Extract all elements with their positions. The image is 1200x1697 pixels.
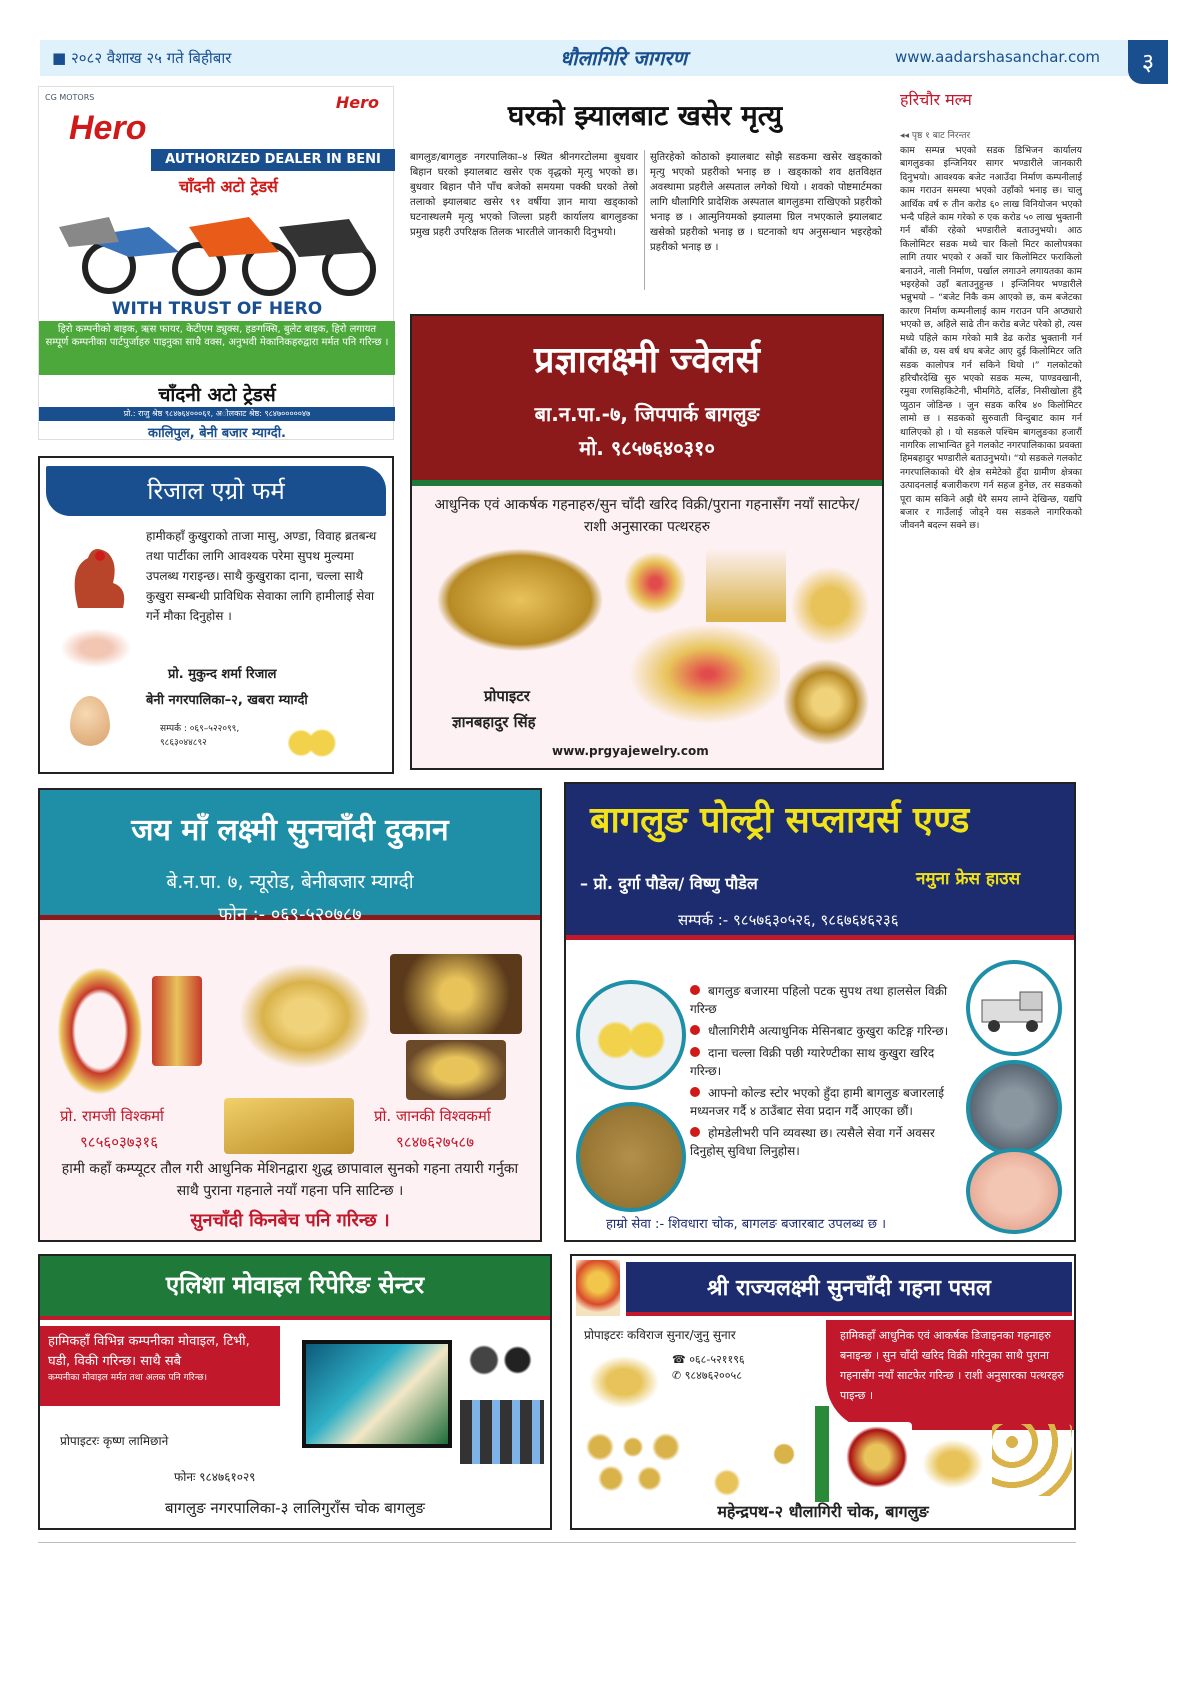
grain-circle-image (576, 1102, 686, 1212)
hero-address: कालिपुल, बेनी बजार म्याग्दी. (148, 426, 286, 441)
site-url[interactable]: www.aadarshasanchar.com (894, 48, 1100, 66)
poultry-title: बागलुङ पोल्ट्री सप्लायर्स एण्ड (590, 800, 970, 841)
bullet-icon (690, 1047, 700, 1057)
gold-bars-image (224, 1098, 354, 1154)
chicken-circle-image (966, 1148, 1062, 1234)
poultry-ad (564, 782, 1076, 1242)
jay-pro1-phone: ९८५६०३७३१६ (80, 1133, 159, 1151)
column-divider (644, 150, 645, 290)
poultry-footer: हाम्रो सेवा :- शिवधारा चोक, बागलङ बजारबाट उपलब्ध छ । (606, 1217, 887, 1232)
watch-image (460, 1332, 540, 1388)
poultry-point: बागलुङ बजारमा पहिलो पटक सुपथ तथा हालसेल विक्री गरिन्छ (690, 984, 948, 1016)
rajya-address: महेन्द्रपथ-२ धौलागिरी चोक, बागलुङ (717, 1502, 929, 1521)
fish-circle-image (966, 1060, 1062, 1156)
jewelers-ad (410, 314, 884, 770)
mobile-desc-2: कम्पनीका मोवाइल मर्मत तथा अलक पनि गरिन्छ। (48, 1373, 208, 1383)
masthead: धौलागिरि जागरण (560, 46, 687, 70)
earrings-image (786, 564, 874, 648)
farm-address: बेनी नगरपालिका–२, खबरा म्याग्दी (146, 693, 308, 708)
rajya-title: श्री राज्यलक्ष्मी सुनचाँदी गहना पसल (707, 1276, 991, 1301)
bullet-icon (690, 1087, 700, 1097)
gold-rings-row-image (578, 1426, 688, 1496)
mobile-ad (38, 1254, 552, 1530)
jewelers-name: प्रज्ञालक्ष्मी ज्वेलर्स (533, 340, 761, 381)
farm-contact: सम्पर्क : ०६९–५२२०९९, ९८६३०४४८९२ (160, 724, 240, 748)
poultry-contact: सम्पर्क :- ९८५७६३०५२६, ९८६७६४६२३६ (678, 911, 899, 929)
poultry-point: दाना चल्ला विक्री पछी ग्यारेण्टीका साथ कुखुरा खरिद गरिन्छ। (690, 1046, 935, 1078)
bottom-rule (38, 1542, 1076, 1543)
page-number: ३ (1128, 40, 1168, 84)
hero-shop-name: चाँदनी अटो ट्रेडर्स (179, 177, 278, 196)
farm-title: रिजाल एग्रो फर्म (46, 466, 386, 516)
rajya-desc-box (826, 1320, 1074, 1430)
hero-brand-right: Hero (335, 93, 379, 112)
rajya-laxmi-ad (570, 1254, 1076, 1530)
coral-necklace-image (50, 956, 150, 1106)
issue-date: ■ २०८२ वैशाख २५ गते बिहीबार (52, 49, 232, 67)
rajya-proprietor: प्रोपाइटरः कविराज सुनार/जुनु सुनार (584, 1328, 736, 1342)
page-header (40, 40, 1160, 76)
jewelers-phone: मो. ९८५७६४०३१० (579, 436, 715, 460)
hero-brand-small: CG MOTORS (45, 93, 95, 102)
jay-pro1: प्रो. रामजी विश्कर्मा (60, 1107, 164, 1125)
jay-phone: फोन :- ०६९-५२०७८७ (218, 904, 362, 925)
jewelers-desc: आधुनिक एवं आकर्षक गहनाहरु/सुन चाँदी खरिद विक्री/पुराना गहनासँग नयाँ साटफेर/ राशी अनुसारका पत्थरहरु (434, 497, 860, 535)
jay-title: जय माँ लक्ष्मी सुनचाँदी दुकान (131, 813, 449, 848)
news-col-1: बागलुङ/बागलुङ नगरपालिका–४ स्थित श्रीनगरटोलमा बुधवार बिहान घरको झ्यालबाट खसेर एक वृद्धको मृत्यु भएको छ। बुधवार बिहान पौने पाँच बजेको समयमा पक्की घरको तेस्रो तलाको झ्यालबाट खसेर ९१ वर्षीया ज्ञान माया खड्काको घटनास्थलमै मृत्यु भएको जिल्ला प्रहरी कार्यालय बागलुङका प्रमुख प्रहरी उपरिक्षक तिलक भारतीले जानकारी दिनुभयो। (410, 152, 638, 238)
pendant-image (616, 548, 694, 618)
poultry-point: आफ्नो कोल्ड स्टोर भएको हुँदा हामी बागलुङ बजारलाई मध्यनजर गर्दै ४ ठाउँबाट सेवा प्रदान गर्दै आएका छौं। (690, 1086, 944, 1118)
hero-trust: WITH TRUST OF HERO (111, 299, 323, 319)
bullet-icon (690, 1127, 700, 1137)
gold-rings-image (406, 1040, 506, 1100)
mobile-desc-box (40, 1326, 280, 1406)
farm-proprietor: प्रो. मुकुन्द शर्मा रिजाल (168, 667, 277, 682)
poultry-point: होमडेलीभरी पनि व्यवस्था छ। त्यसैले सेवा गर्ने अवसर दिनुहोस् सुविधा लिनुहोस। (690, 1126, 935, 1158)
sidebar-title: हरिचौर मल्म (900, 90, 972, 109)
mobile-address: बागलुङ नगरपालिका-३ लालिगुराँस चोक बागलुङ (165, 1499, 425, 1517)
earrings-display-image (390, 954, 522, 1034)
news-col-2: सुतिरहेको कोठाको झ्यालबाट सोझै सडकमा खसेर खड्काको मृत्यु भएको प्रहरीको भनाइ छ । खड्काको शव क्षतविक्षत अवस्थामा प्रहरीले अस्पताल लगेको थियो । शवको पोष्टमार्टमका लागि धौलागिरि प्रादेशिक अस्पताल बागलुङमा राखिएको प्रहरीको भनाइ छ । आत्मुनियमको झ्यालमा ग्रिल नभएकाले झ्यालबाट खसेको प्रहरीको भनाइ छ । घटनाको थप अनुसन्धान भइरहेको प्रहरीको भनाइ छ । (650, 152, 882, 253)
mobile-title: एलिशा मोवाइल रिपेरिङ सेन्टर (165, 1271, 425, 1299)
egg-image (70, 696, 110, 746)
hero-ad (38, 86, 394, 440)
necklace-image (436, 548, 604, 652)
poultry-subtitle: नमुना फ्रेस हाउस (916, 869, 1021, 889)
poultry-points (690, 982, 962, 1160)
jewelers-proprietor-label: प्रोपाइटर (484, 687, 530, 705)
bullet-icon (690, 985, 700, 995)
truck-circle-image (966, 960, 1062, 1056)
jewelers-website[interactable]: www.prgyajewelry.com (552, 744, 709, 758)
news-headline: घरको झ्यालबाट खसेर मृत्यु (507, 99, 783, 132)
rajya-phone-2: ✆ ९८४७६२००५८ (672, 1369, 742, 1382)
pendant-chain-image (692, 1406, 762, 1496)
chicks-image (280, 720, 340, 766)
hero-contact: प्रो.: राजु श्रेष्ठ ९८४७६४०००६१, अोलकाट श्रेष्ठ: ९८४७०००००४७ (39, 407, 395, 421)
mobile-phone: फोनः ९८४७६१०२९ (174, 1470, 256, 1484)
phones-image (460, 1400, 544, 1464)
jay-pro2-phone: ९८४७६२७५८७ (396, 1133, 475, 1151)
earrings-row-image (764, 1424, 804, 1484)
jewelers-address: बा.न.पा.-७, जिपपार्क बागलुङ (534, 402, 760, 426)
mobile-desc: हामिकहाँ विभिन्न कम्पनीका मोवाइल, टिभी, घडी, विकी गरिन्छ। साथै सबै (48, 1334, 250, 1369)
jewelers-proprietor: ज्ञानबहादुर सिंह (452, 713, 536, 731)
rings-grid-image (992, 1424, 1072, 1496)
jay-footer: सुनचाँदी किनबेच पनि गरिन्छ । (190, 1210, 390, 1231)
bridal-necklace-image (626, 622, 790, 726)
jay-address: बे.न.पा. ७, न्यूरोड, बेनीबजार म्याग्दी (166, 871, 414, 893)
hero-logo: Hero (69, 109, 147, 147)
gold-necklace-image (584, 1352, 664, 1412)
chicken-meat-image (60, 628, 132, 668)
gold-collar-image (918, 1436, 988, 1492)
bikes-image (49, 197, 385, 297)
farm-ad (38, 456, 394, 774)
rajya-desc: हामिकहाँ आधुनिक एवं आकर्षक डिजाइनका गहनाहरु बनाइन्छ । सुन चाँदी खरिद विक्री गरिनुका साथै पुराना गहनासँग नयाँ साटफेर गरिन्छ । राशी अनुसारका पत्थरहरु पाइन्छ । (840, 1329, 1064, 1402)
ring-image (780, 654, 872, 750)
sidebar-body: काम सम्पन्न भएको सडक डिभिजन कार्यालय बागलुङका इन्जिनियर सागर भण्डारीले जानकारी दिनुभयो। आवश्यक बजेट नआउँदा निर्माण कम्पनीलाई काम गराउन समस्या भएको उहाँको भनाइ छ। चालु आर्थिक वर्ष रु तीन करोड ६० लाख विनियोजन भएको भन्दै पहिले काम गरेको रु एक करोड ५० लाख भुक्तानी गर्न बाँकी रहेको भण्डारीले बताउनुभयो। आठ किलोमिटर सडक मध्ये चार किलो मिटर कालोपत्रका लागि तयार भएको र अर्को चार किलोमिटर फराकिलो बनाउने, नाली निर्माण, पर्खाल लगाउने लगायतका काम भइरहेको उहाँ बताउनुहुन्छ । इन्जिनियर भण्डारीले भन्नुभयो – “बजेट निकै कम आएको छ, कम बजेटका कारण निर्माण कम्पनीलाई काम गराउन पनि अप्ठ्यारो भएको छ, अहिले साढे तीन करोड बजेट परेको हो, त्यस मध्ये पहिले काम गरेको मात्रै डेढ करोड भुक्तानी गर्न बाँकी छ, यस वर्ष थप बजेट आए दुई किलोमिटर जति सडक कालोपत्र गर्न सकिने थियो ।” गलकोटको हरिचौरदेखि सुरु भएको सडक मल्म, पाण्डवखानी, रमुवा रणसिहकिटेनी, भीमगिठे, दर्लिङ, निसीखोला हुँदै प्युठान जोडिन्छ । जुन सडक करिब ४० किलोमिटर लामो छ । सडकको सुरुवाती विन्दुबाट काम गर्न थालिएको हो । यो सडकले पश्चिम बागलुङका हजारौं नागरिक लाभान्वित हुने गलकोट नगरपालिकाका प्रवक्ता हिमबहादुर भण्डारीले बताउनुभयो। “यो सडकले गलकोट नगरपालिकाको धेरै क्षेत्र समेटेको हुँदा ग्रामीण क्षेत्रका उत्पादनलाई बजारीकरण गर्न सहज हुनेछ, तर सडकको पूरा काम सकिने अझै धेरै समय लाग्ने देखिन्छ, यद्यपि बजार र गाउँलाई जोड्नेे यस सडकले नागरिकको जीवननै बदल्न सक्ने छ। (900, 145, 1082, 532)
gold-set-image (230, 956, 380, 1076)
necklace-display-image (842, 1422, 912, 1492)
chicks-circle-image (576, 980, 686, 1090)
poultry-point: धौलागिरीमै अत्याधुनिक मेसिनबाट कुखुरा कटिङ्ग गरिन्छ। (690, 1022, 962, 1040)
bangles-image (152, 976, 202, 1066)
tv-image (302, 1340, 452, 1448)
sidebar-continued: ◂◂ पृष्ठ १ बाट निरन्तर (900, 131, 971, 141)
hero-shop-name-2: चाँदनी अटो ट्रेडर्स (158, 384, 276, 406)
hero-dealer-banner: AUTHORIZED DEALER IN BENI (151, 149, 395, 171)
rooster-image (58, 538, 138, 618)
jay-laxmi-ad (38, 788, 542, 1242)
bullet-icon (690, 1025, 700, 1035)
goddess-image (576, 1260, 620, 1316)
green-mala-image (804, 1406, 840, 1502)
jay-desc: हामी कहाँ कम्प्यूटर तौल गरी आधुनिक मेशिनद्वारा शुद्ध छापावाल सुनको गहना तयारी गर्नुका साथै पुराना गहनाले नयाँ गहना पनि साटिन्छ । (61, 1161, 519, 1199)
poultry-owners: – प्रो. दुर्गा पौडेल/ विष्णु पौडेल (580, 874, 758, 893)
hero-desc: हिरो कम्पनीको बाइक, ऋस फायर, केटीएम ड्युक्स, हङगक्सि, बुलेट बाइक, हिरो लगायत सम्पूर्ण कम्पनीका पार्टपुर्जाहरु पाइनुका साथै वक्स, अनुभवी मेकानिकहरुद्वारा मर्मत पनि गरिन्छ । (39, 321, 395, 375)
farm-body: हामीकहाँ कुखुराको ताजा मासु, अण्डा, विवाह ब्रतबन्ध तथा पार्टीका लागि आवश्यक परेमा सुपथ मुल्यमा उपलब्ध गराइन्छ। साथै कुखुराका दाना, चल्ला साथै कुखुरा सम्बन्धी प्राविधिक सेवाका लागि हामीलाई सेवा गर्ने मौका दिनुहोस । (146, 529, 377, 623)
rajya-phone-1: ☎ ०६८-५२११९६ (672, 1353, 745, 1366)
jay-pro2: प्रो. जानकी विश्वकर्मा (374, 1107, 491, 1125)
mobile-proprietor: प्रोपाइटरः कृष्ण लामिछाने (60, 1434, 169, 1448)
